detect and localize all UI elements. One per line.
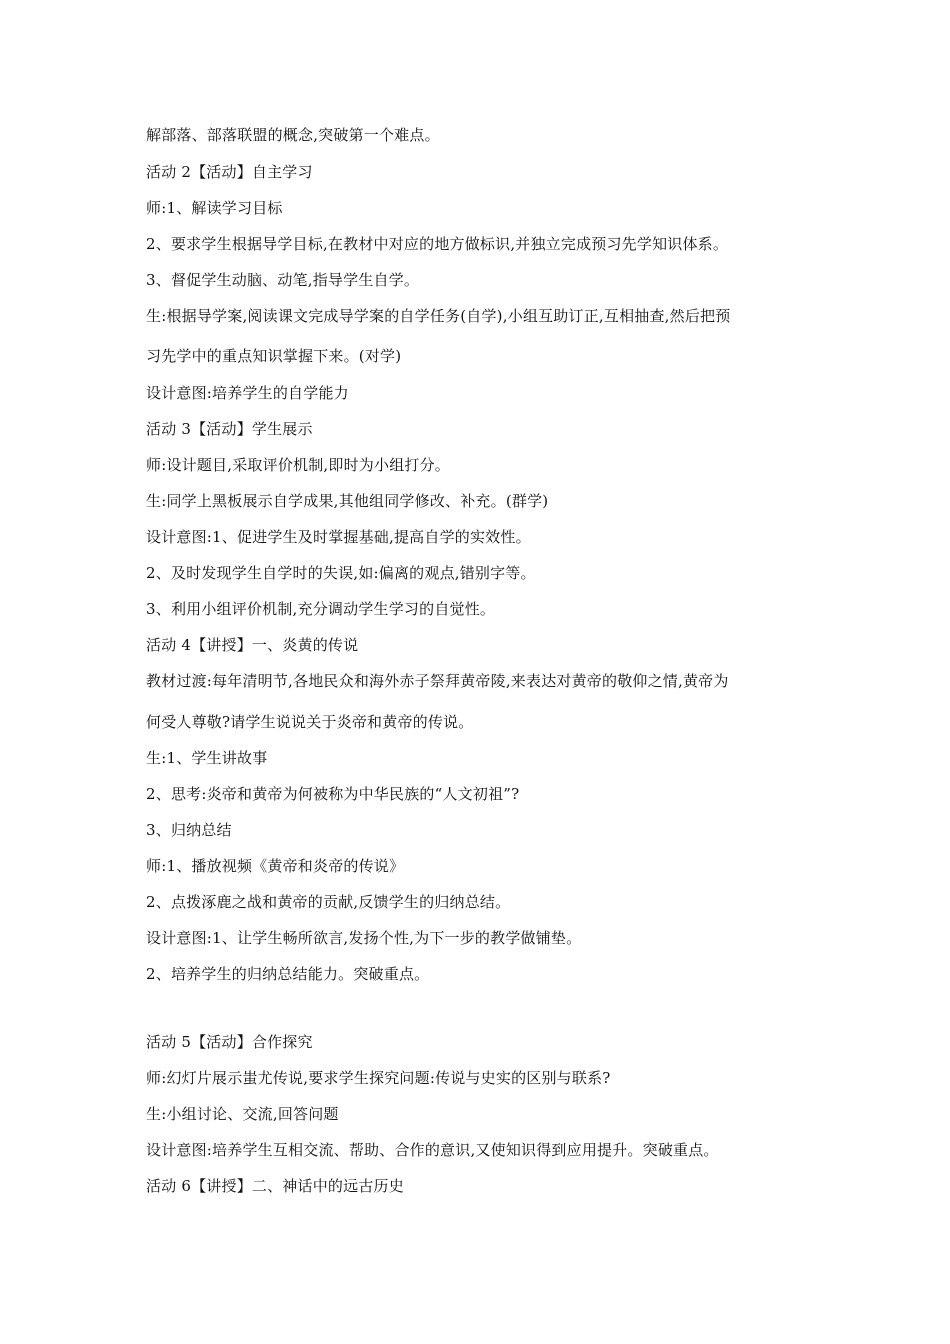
- text-line: 生:同学上黑板展示自学成果,其他组同学修改、补充。(群学): [146, 492, 549, 510]
- section-heading: 活动 5【活动】合作探究: [146, 1033, 313, 1051]
- text-line: 习先学中的重点知识掌握下来。(对学): [146, 347, 402, 365]
- text-line: 设计意图:培养学生的自学能力: [146, 384, 349, 402]
- text-line: 师:幻灯片展示蚩尤传说,要求学生探究问题:传说与史实的区别与联系?: [146, 1069, 611, 1087]
- section-heading: 活动 6【讲授】二、神话中的远古历史: [146, 1177, 404, 1195]
- text-line: 2、培养学生的归纳总结能力。突破重点。: [146, 965, 430, 983]
- text-line: 3、利用小组评价机制,充分调动学生学习的自觉性。: [146, 600, 496, 618]
- text-line: 3、归纳总结: [146, 821, 232, 839]
- text-line: 教材过渡:每年清明节,各地民众和海外赤子祭拜黄帝陵,来表达对黄帝的敬仰之情,黄帝为: [146, 672, 729, 690]
- text-line: 生:根据导学案,阅读课文完成导学案的自学任务(自学),小组互助订正,互相抽查,然后把预: [146, 307, 731, 325]
- text-line: 师:设计题目,采取评价机制,即时为小组打分。: [146, 456, 450, 474]
- text-line: 2、点拨涿鹿之战和黄帝的贡献,反馈学生的归纳总结。: [146, 893, 511, 911]
- text-line: 2、要求学生根据导学目标,在教材中对应的地方做标识,并独立完成预习先学知识体系。: [146, 235, 729, 253]
- section-heading: 活动 4【讲授】一、炎黄的传说: [146, 636, 359, 654]
- text-line: 师:1、播放视频《黄帝和炎帝的传说》: [146, 857, 405, 875]
- text-line: 生:1、学生讲故事: [146, 749, 268, 767]
- text-line: 3、督促学生动脑、动笔,指导学生自学。: [146, 271, 420, 289]
- text-line: 生:小组讨论、交流,回答问题: [146, 1105, 339, 1123]
- section-heading: 活动 3【活动】学生展示: [146, 420, 313, 438]
- section-heading: 活动 2【活动】自主学习: [146, 163, 313, 181]
- text-line: 设计意图:培养学生互相交流、帮助、合作的意识,又使知识得到应用提升。突破重点。: [146, 1141, 719, 1159]
- text-line: 设计意图:1、让学生畅所欲言,发扬个性,为下一步的教学做铺垫。: [146, 929, 582, 947]
- text-line: 师:1、解读学习目标: [146, 199, 283, 217]
- text-line: 2、思考:炎帝和黄帝为何被称为中华民族的“人文初祖”?: [146, 785, 520, 803]
- text-line: 何受人尊敬?请学生说说关于炎帝和黄帝的传说。: [146, 713, 474, 731]
- text-line: 2、及时发现学生自学时的失误,如:偏离的观点,错别字等。: [146, 564, 536, 582]
- text-line: 解部落、部落联盟的概念,突破第一个难点。: [146, 126, 440, 144]
- text-line: 设计意图:1、促进学生及时掌握基础,提高自学的实效性。: [146, 528, 531, 546]
